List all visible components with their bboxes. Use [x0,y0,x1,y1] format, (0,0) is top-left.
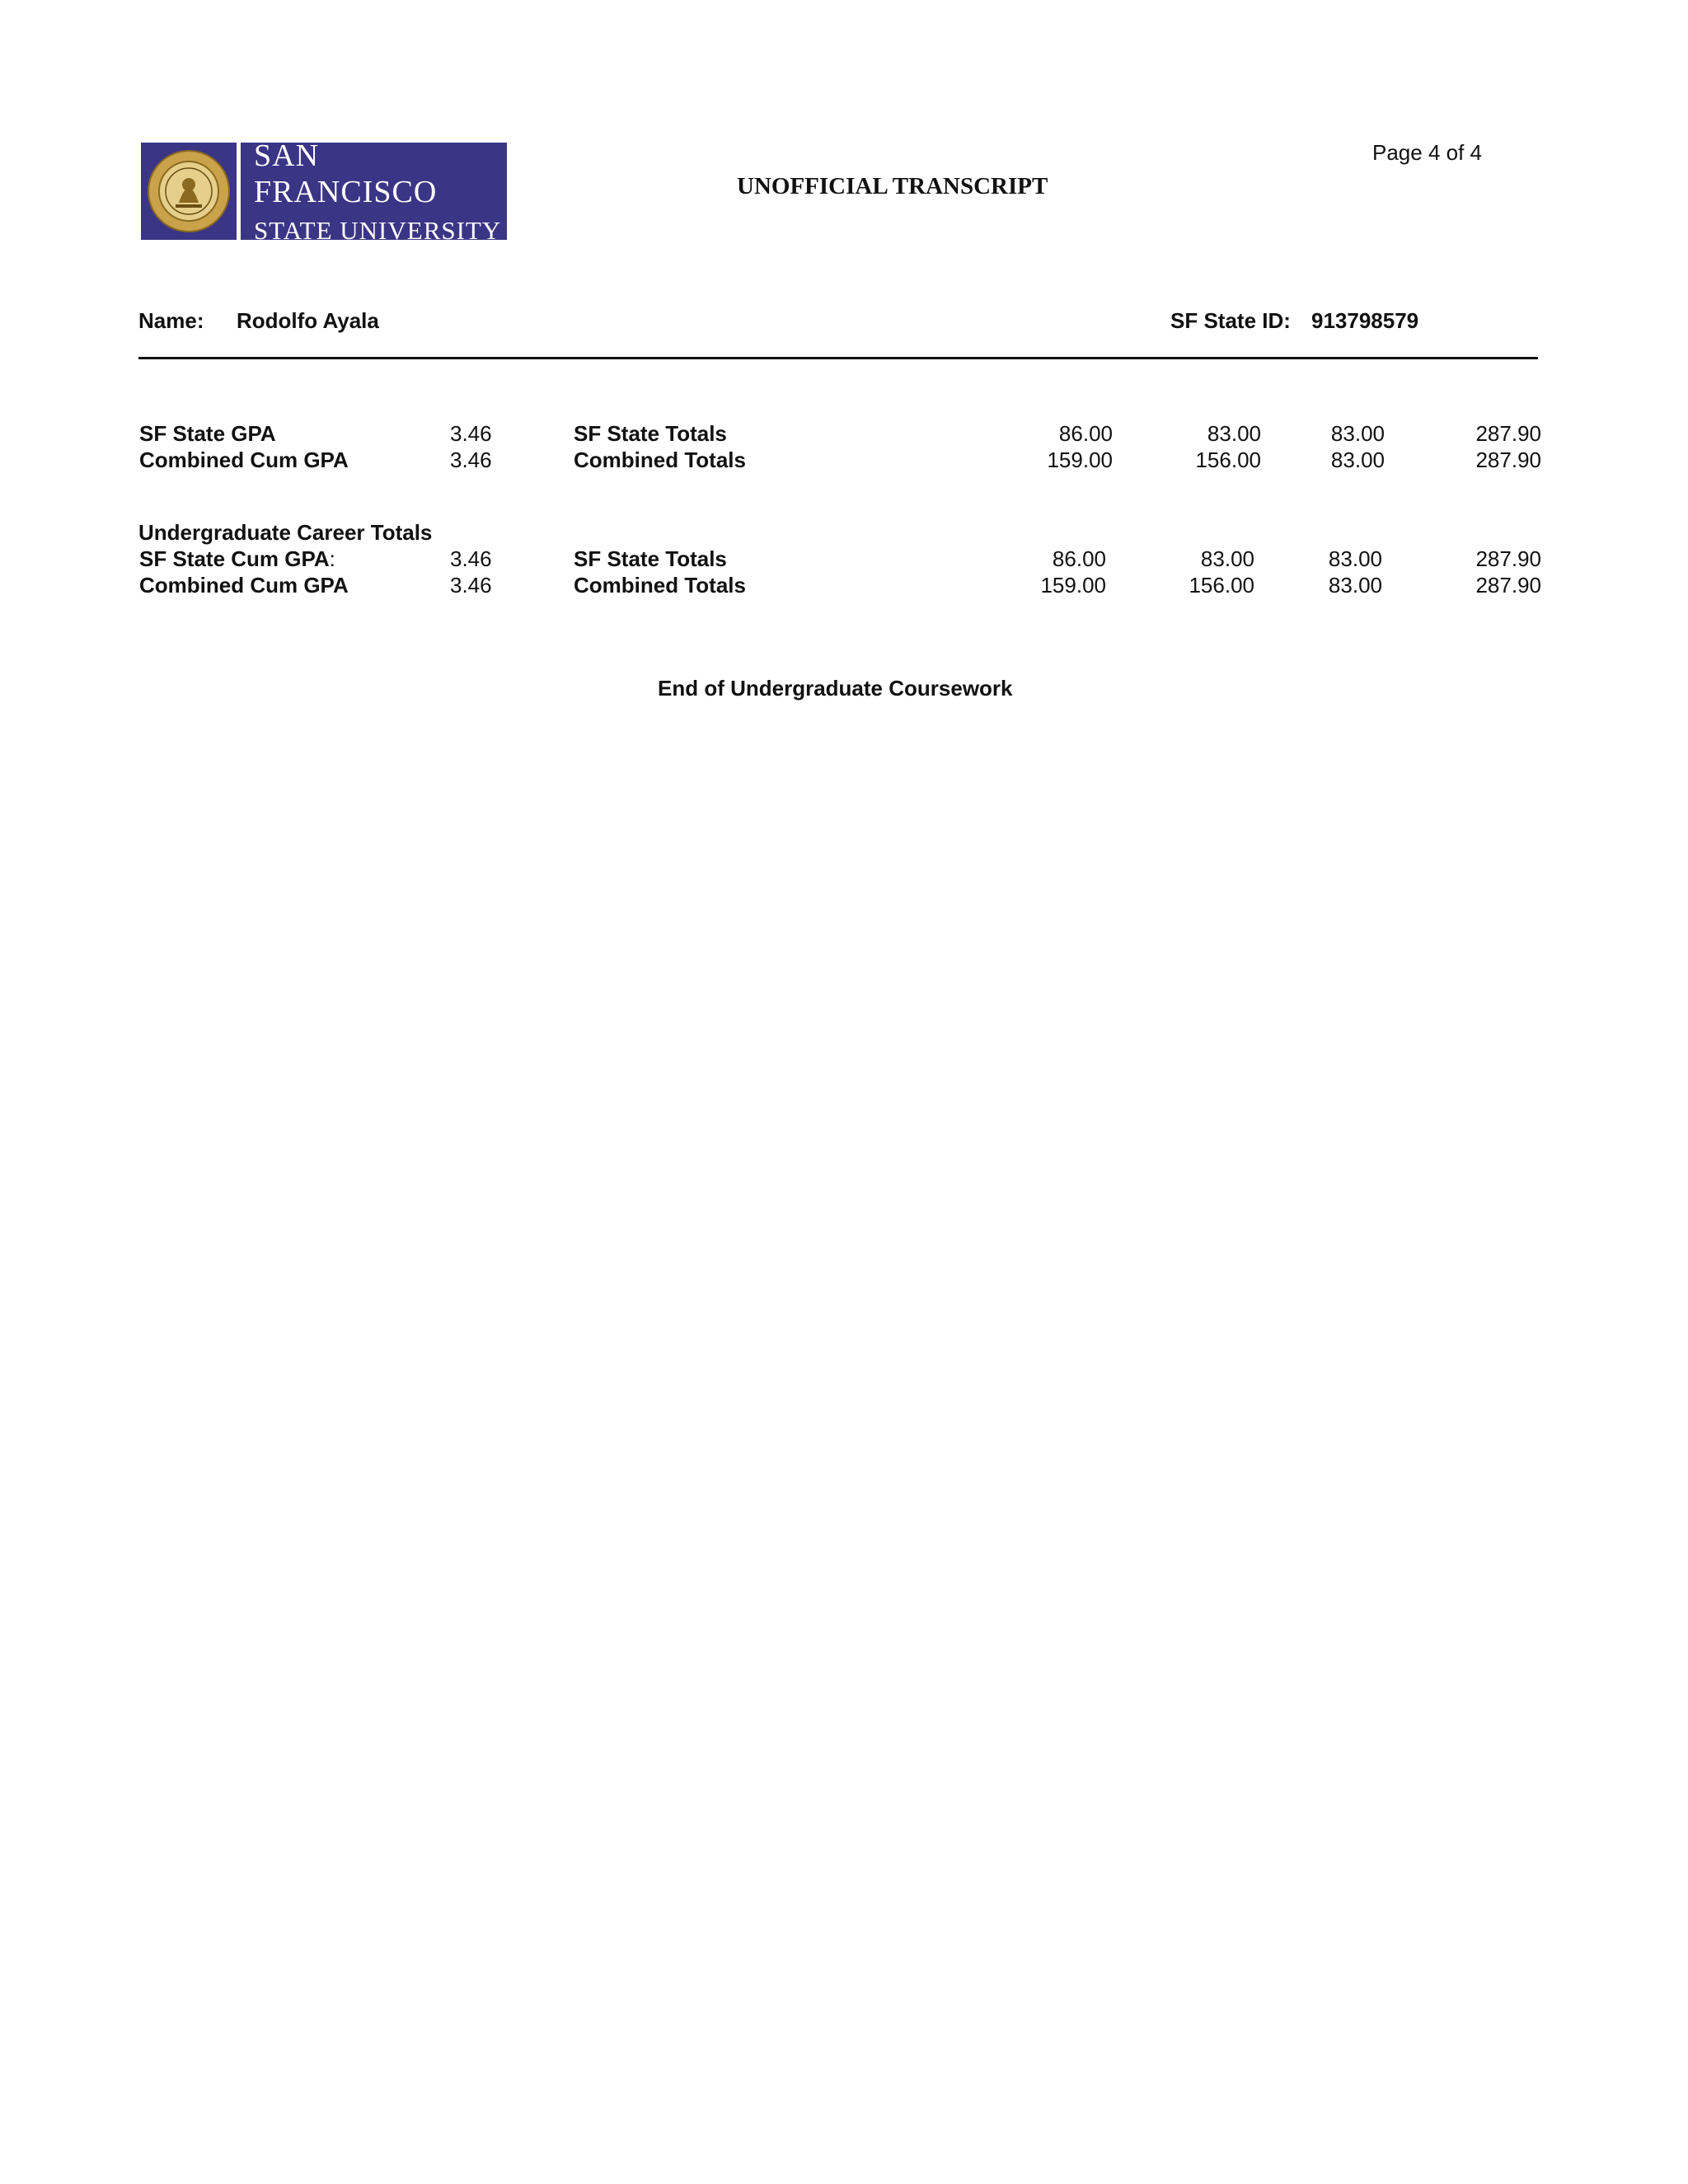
career-value-4: 287.90 [1475,546,1541,571]
career-sf-state-totals-label: SF State Totals [574,546,727,571]
career-combined-totals-label: Combined Totals [574,573,746,598]
career-value-2: 156.00 [1189,573,1254,598]
sf-state-totals-label: SF State Totals [574,421,727,446]
student-id: 913798579 [1311,308,1419,333]
combined-gpa-value: 3.46 [450,448,492,472]
university-logo [141,138,507,245]
career-totals-heading: Undergraduate Career Totals [138,520,433,545]
summary-value-2: 83.00 [1207,421,1261,446]
sf-state-cum-gpa-label [139,546,335,572]
sf-state-gpa-label: SF State GPA [139,421,276,446]
career-value-1: 159.00 [1040,573,1106,598]
student-name: Rodolfo Ayala [237,308,379,333]
summary-value-1: 86.00 [1058,421,1113,446]
summary-value-3: 83.00 [1330,421,1385,446]
summary-value-4: 287.90 [1475,421,1541,446]
career-value-3: 83.00 [1328,546,1382,571]
logo-line-1: SAN FRANCISCO [254,138,438,209]
logo-line-2: STATE UNIVERSITY [254,215,502,245]
id-label: SF State ID: [1170,308,1291,333]
end-of-coursework-note: End of Undergraduate Coursework [658,676,1013,701]
name-label: Name: [138,308,204,333]
combined-gpa-label: Combined Cum GPA [139,448,349,472]
page-number: Page 4 of 4 [1372,140,1482,165]
label-colon: : [329,546,335,571]
career-combined-gpa-label: Combined Cum GPA [139,573,349,598]
seal-icon [141,143,237,240]
sf-state-gpa-value: 3.46 [450,421,492,446]
combined-totals-label: Combined Totals [574,448,746,472]
sf-state-cum-gpa-label-text: SF State Cum GPA [139,546,330,571]
sf-state-cum-gpa-value: 3.46 [450,546,492,571]
career-value-4: 287.90 [1475,573,1541,598]
summary-value-4: 287.90 [1475,448,1541,472]
summary-value-1: 159.00 [1047,448,1113,472]
header-divider [138,357,1538,359]
summary-value-3: 83.00 [1330,448,1385,472]
career-value-1: 86.00 [1052,546,1106,571]
summary-value-2: 156.00 [1195,448,1261,472]
career-value-2: 83.00 [1200,546,1254,571]
document-title: UNOFFICIAL TRANSCRIPT [737,173,1048,199]
career-value-3: 83.00 [1328,573,1382,598]
logo-wordmark [241,138,507,245]
career-combined-gpa-value: 3.46 [450,573,492,598]
